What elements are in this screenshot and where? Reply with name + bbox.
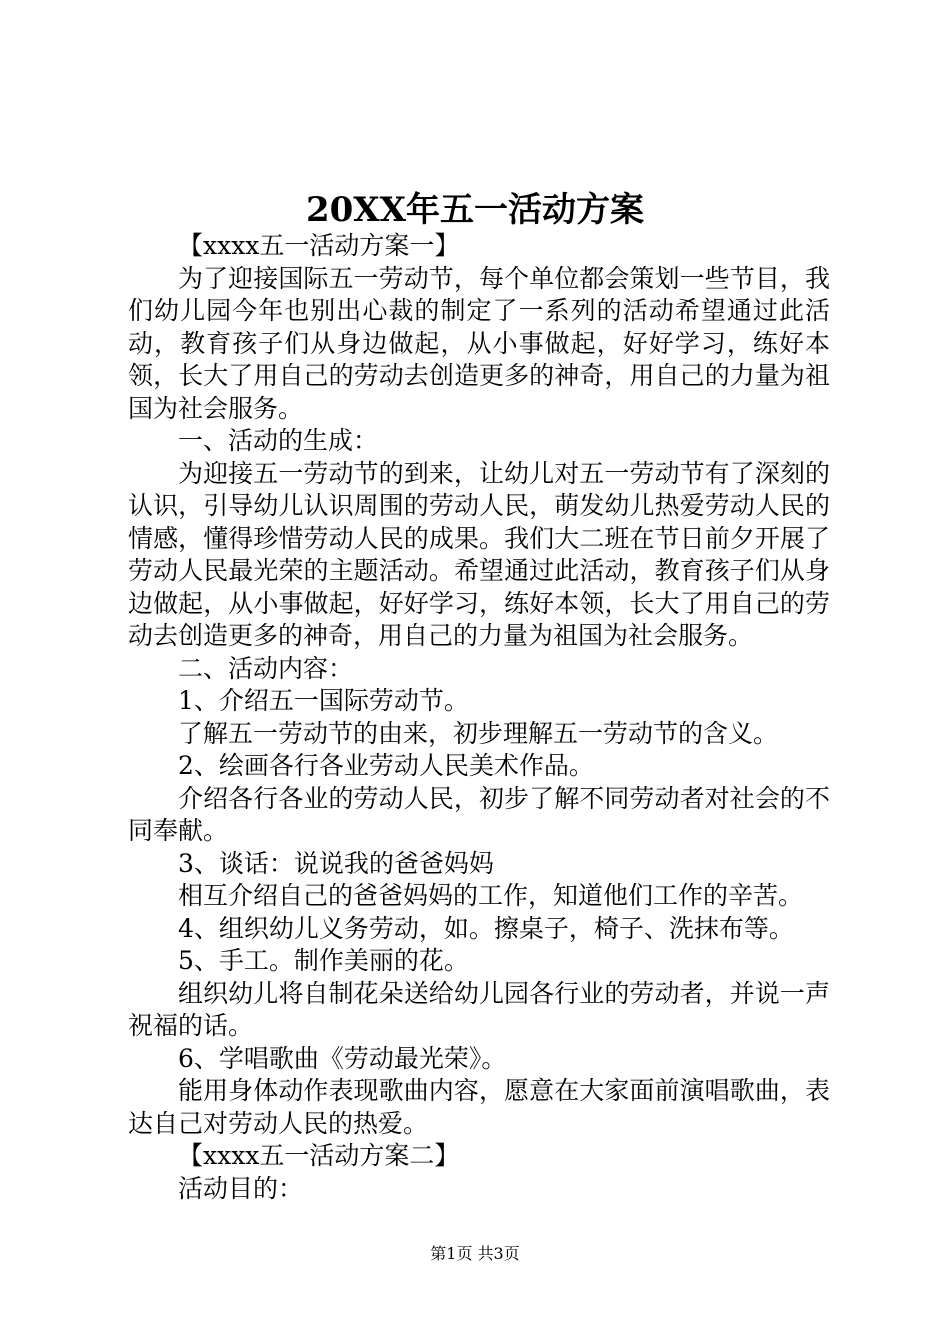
paragraph: 一、活动的生成： xyxy=(178,426,379,455)
page-footer: 第1页 共3页 xyxy=(430,1244,520,1263)
page-title: 20XX年五一活动方案 xyxy=(305,190,645,230)
paragraph: 为了迎接国际五一劳动节，每个单位都会策划一些节目，我们幼儿园今年也别出心裁的制定了一系列的活动希望通过此活动，教育孩子们从身边做起，从小事做起，好好学习，练好本领，长大了用自己的劳动去创造更多的神奇，用自己的力量为祖国为社会服务。 xyxy=(128,263,830,423)
paragraph: 4、组织幼儿义务劳动，如。擦桌子，椅子、洗抹布等。 xyxy=(178,913,794,943)
paragraph: 介绍各行各业的劳动人民，初步了解不同劳动者对社会的不同奉献。 xyxy=(128,783,830,845)
paragraph: 1、介绍五一国际劳动节。 xyxy=(178,686,469,715)
paragraph: 2、绘画各行各业劳动人民美术作品。 xyxy=(178,751,594,780)
paragraph: 能用身体动作表现歌曲内容，愿意在大家面前演唱歌曲，表达自己对劳动人民的热爱。 xyxy=(128,1076,830,1138)
paragraph: 3、谈话：说说我的爸爸妈妈 xyxy=(178,848,494,878)
paragraph: 相互介绍自己的爸爸妈妈的工作，知道他们工作的辛苦。 xyxy=(178,881,804,910)
paragraph: 【xxxx五一活动方案一】 xyxy=(178,231,460,260)
paragraph: 6、学唱歌曲《劳动最光荣》。 xyxy=(178,1043,507,1073)
paragraph: 为迎接五一劳动节的到来，让幼儿对五一劳动节有了深刻的认识，引导幼儿认识周围的劳动人民，萌发幼儿热爱劳动人民的情感，懂得珍惜劳动人民的成果。我们大二班在节日前夕开展了劳动人民最光荣的主题活动。希望通过此活动，教育孩子们从身边做起，从小事做起，好好学习，练好本领，长大了用自己的劳动去创造更多的神奇，用自己的力量为祖国为社会服务。 xyxy=(128,458,830,650)
paragraph: 活动目的： xyxy=(178,1173,304,1203)
paragraph: 5、手工。制作美丽的花。 xyxy=(178,946,469,975)
paragraph: 了解五一劳动节的由来，初步理解五一劳动节的含义。 xyxy=(178,718,779,748)
paragraph: 组织幼儿将自制花朵送给幼儿园各行业的劳动者，并说一声祝福的话。 xyxy=(128,978,830,1040)
document-body xyxy=(128,230,830,1205)
paragraph: 【xxxx五一活动方案二】 xyxy=(178,1141,460,1170)
paragraph: 二、活动内容： xyxy=(178,653,354,683)
